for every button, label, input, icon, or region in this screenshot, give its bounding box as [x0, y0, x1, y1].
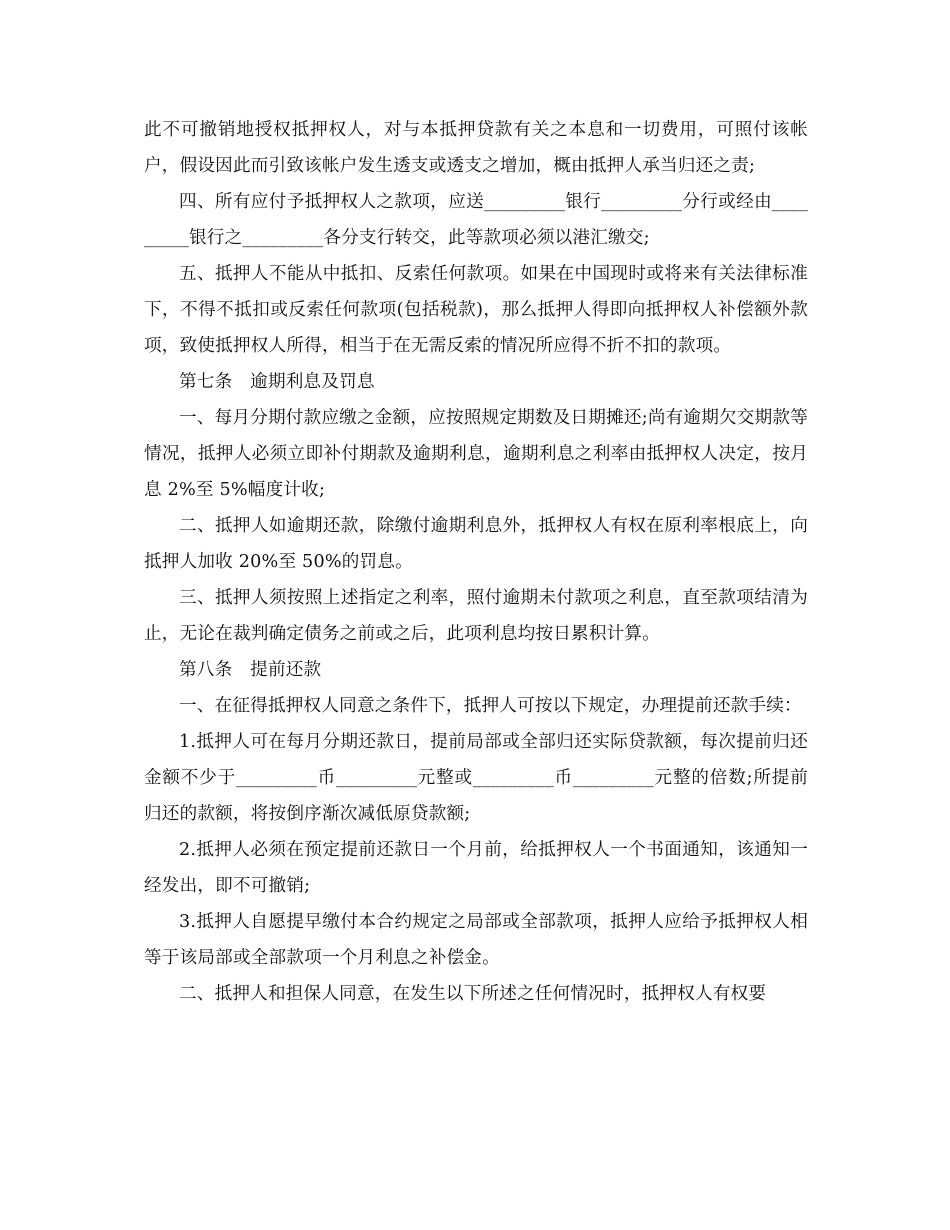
- paragraph-article-8-subitem-1: 1.抵押人可在每月分期还款日，提前局部或全部归还实际贷款额，每次提前归还金额不少于_________币_________元整或_________币_________元整的倍数;所提前归还的款额，将按倒序渐次减低原贷款额;: [144, 732, 808, 824]
- paragraph-article-7-item-1: 一、每月分期付款应缴之金额，应按照规定期数及日期摊还;尚有逾期欠交期款等情况，抵押人必须立即补付期款及逾期利息，逾期利息之利率由抵押权人决定，按月息 2%至 5%幅度计收;: [144, 408, 808, 500]
- paragraph-article-8-subitem-2: 2.抵押人必须在预定提前还款日一个月前，给抵押权人一个书面通知，该通知一经发出，即不可撤销;: [144, 840, 808, 896]
- paragraph-clause-4-payment-routing: 四、所有应付予抵押权人之款项，应送_________银行_________分行或经由_________银行之_________各分支行转交，此等款项必须以港汇缴交;: [144, 192, 808, 248]
- paragraph-authorization-continued: 此不可撤销地授权抵押权人，对与本抵押贷款有关之本息和一切费用，可照付该帐户，假设因此而引致该帐户发生透支或透支之增加，概由抵押人承当归还之责;: [144, 120, 808, 176]
- document-body: [144, 112, 808, 1012]
- paragraph-article-7-item-2: 二、抵押人如逾期还款，除缴付逾期利息外，抵押权人有权在原利率根底上，向抵押人加收 20%至 50%的罚息。: [144, 516, 808, 572]
- paragraph-article-7-item-3: 三、抵押人须按照上述指定之利率，照付逾期未付款项之利息，直至款项结清为止，无论在裁判确定债务之前或之后，此项利息均按日累积计算。: [144, 588, 808, 644]
- paragraph-clause-5-no-deduction: 五、抵押人不能从中抵扣、反索任何款项。如果在中国现时或将来有关法律标准下，不得不抵扣或反索任何款项(包括税款)，那么抵押人得即向抵押权人补偿额外款项，致使抵押权人所得，相当于在无需反索的情况所应得不折不扣的款项。: [144, 264, 808, 356]
- article-8-heading: 第八条 提前还款: [179, 660, 322, 680]
- paragraph-article-8-item-1: 一、在征得抵押权人同意之条件下，抵押人可按以下规定，办理提前还款手续：: [179, 696, 802, 716]
- paragraph-article-8-item-2: 二、抵押人和担保人同意，在发生以下所述之任何情况时，抵押权人有权要: [179, 984, 767, 1004]
- article-7-heading: 第七条 逾期利息及罚息: [179, 372, 375, 392]
- paragraph-article-8-subitem-3: 3.抵押人自愿提早缴付本合约规定之局部或全部款项，抵押人应给予抵押权人相等于该局部或全部款项一个月利息之补偿金。: [144, 912, 808, 968]
